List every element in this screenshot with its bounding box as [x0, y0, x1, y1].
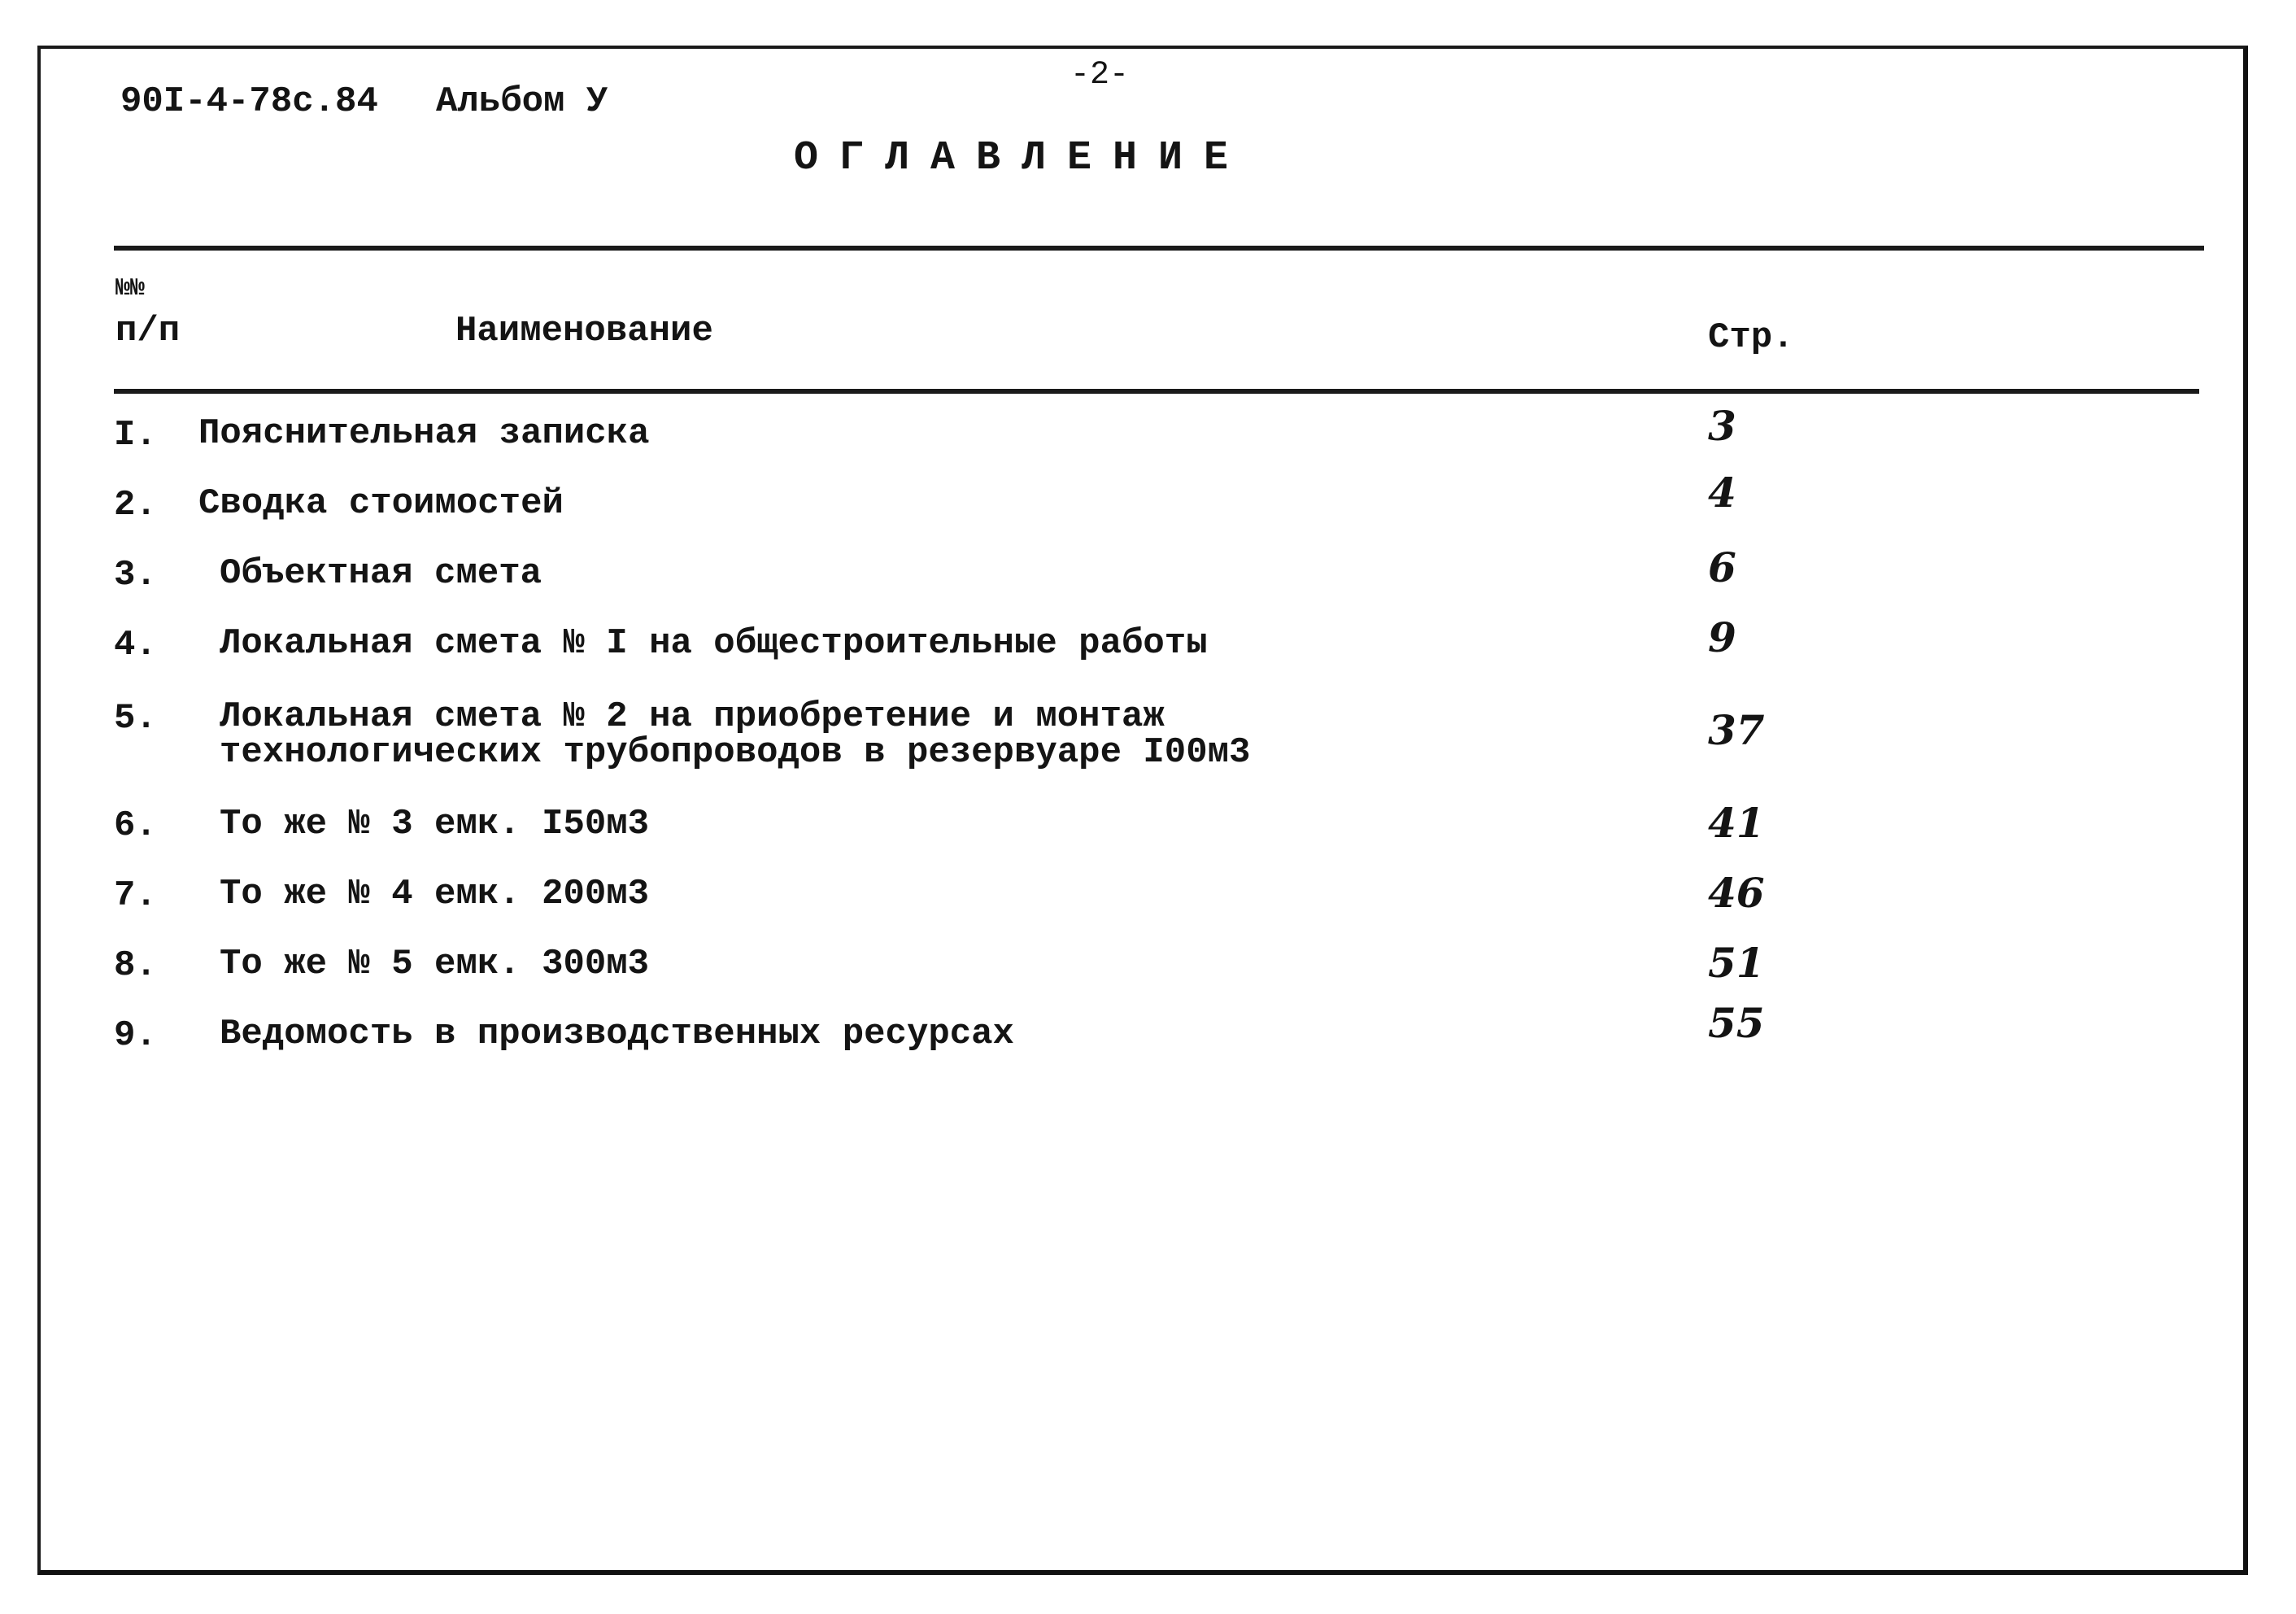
row-number: 3.	[114, 555, 157, 595]
column-header-number-line1: №№	[115, 275, 146, 303]
toc-row	[0, 939, 2296, 1010]
toc-row	[0, 613, 2296, 690]
row-page: 37	[1708, 706, 1765, 754]
page-number: -2-	[1070, 57, 1130, 94]
row-number: 6.	[114, 805, 157, 846]
toc-row	[0, 543, 2296, 620]
row-number: 2.	[114, 485, 157, 526]
column-header-number: п/п	[115, 311, 181, 351]
toc-row	[0, 698, 2296, 787]
toc-row	[0, 869, 2296, 940]
page-title: ОГЛАВЛЕНИЕ	[794, 135, 1250, 181]
row-page: 41	[1708, 799, 1765, 847]
row-number: 4.	[114, 625, 157, 665]
toc-row	[0, 469, 2296, 550]
row-number: I.	[114, 415, 157, 456]
row-page: 55	[1708, 999, 1765, 1047]
table-top-rule	[114, 246, 2204, 251]
column-header-name: Наименование	[455, 311, 713, 351]
row-page: 46	[1708, 869, 1765, 917]
row-title-continued: технологических трубопроводов в резервуаре I00м3	[220, 732, 1251, 773]
album-label: Альбом У	[436, 81, 608, 122]
row-title: То же № 3 емк. I50м3	[220, 804, 650, 844]
row-title: Объектная смета	[220, 553, 542, 594]
row-title: Сводка стоимостей	[198, 483, 564, 524]
row-title: Пояснительная записка	[198, 413, 650, 454]
header-bottom-rule	[114, 389, 2199, 394]
toc-row	[0, 799, 2296, 870]
row-page: 9	[1708, 613, 1736, 661]
row-title: То же № 4 емк. 200м3	[220, 874, 650, 914]
row-title: Локальная смета № 2 на приобретение и монтаж	[220, 696, 1165, 737]
row-title: Ведомость в производственных ресурсах	[220, 1014, 1014, 1054]
row-title: Локальная смета № I на общестроительные работы	[220, 623, 1208, 664]
row-number: 9.	[114, 1015, 157, 1056]
toc-row	[0, 402, 2296, 480]
row-title: То же № 5 емк. 300м3	[220, 944, 650, 984]
document-code: 90I-4-78с.84	[120, 81, 378, 122]
row-page: 6	[1708, 543, 1736, 591]
row-page: 51	[1708, 939, 1765, 987]
row-number: 7.	[114, 875, 157, 916]
column-header-page: Стр.	[1708, 317, 1794, 358]
row-number: 8.	[114, 945, 157, 986]
row-page: 4	[1708, 469, 1736, 517]
toc-row	[0, 999, 2296, 1080]
row-number: 5.	[114, 698, 157, 739]
row-page: 3	[1708, 402, 1736, 450]
